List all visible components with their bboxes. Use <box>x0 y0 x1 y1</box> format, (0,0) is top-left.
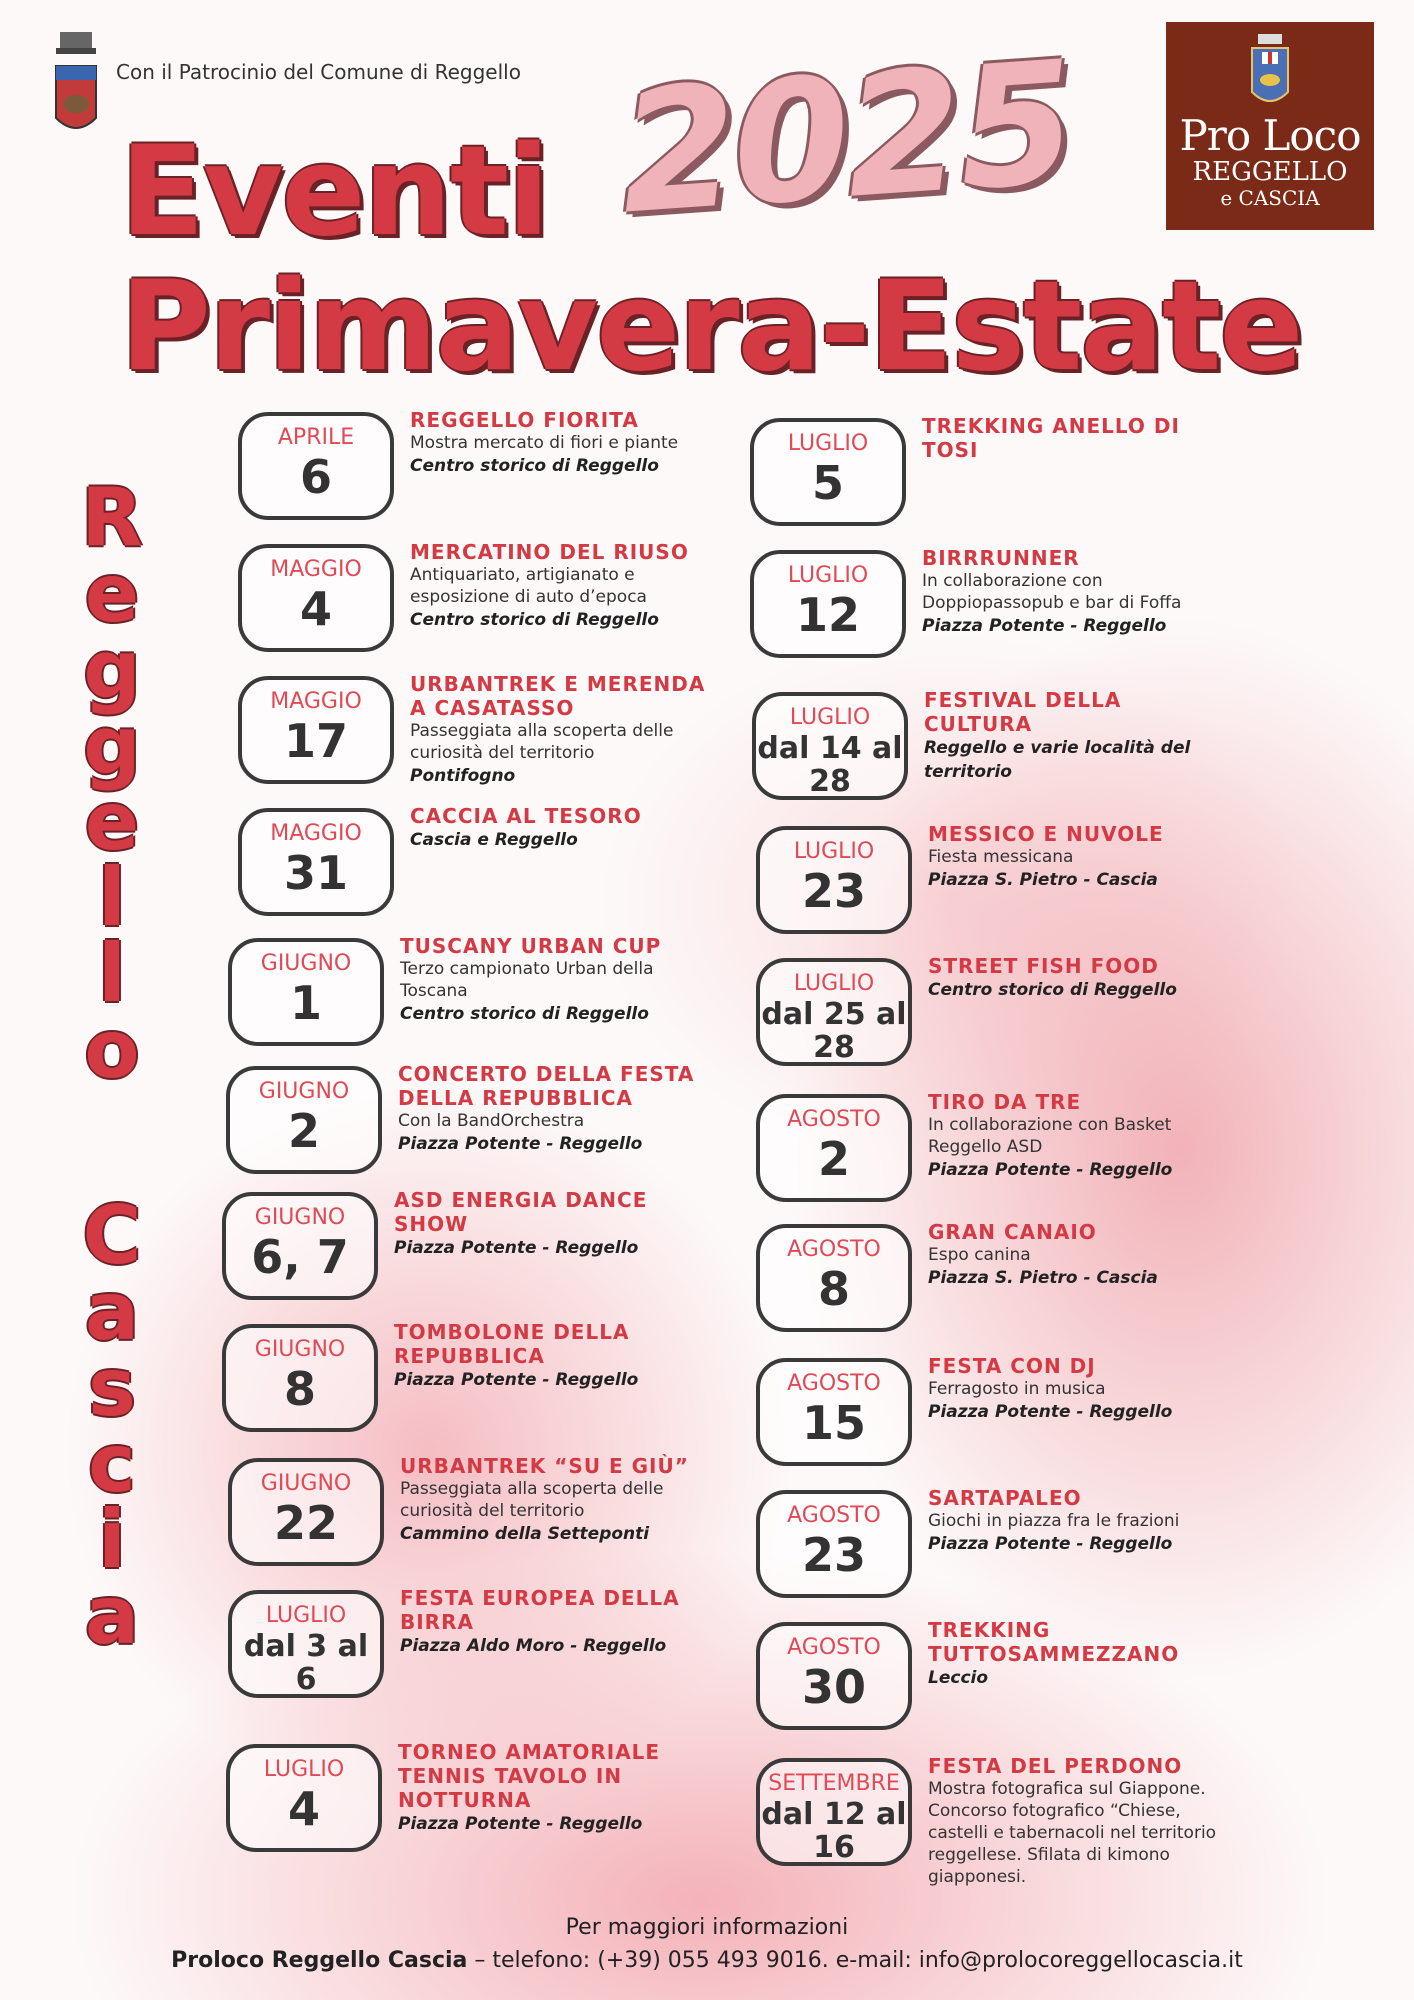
event-place: Piazza Potente - Reggello <box>398 1134 643 1154</box>
event-month: GIUGNO <box>258 1079 350 1104</box>
vertical-letter: l <box>98 851 126 944</box>
event-day: dal 25 al 28 <box>761 997 907 1065</box>
event-title: FESTA DEL PERDONO <box>928 1754 1183 1778</box>
event-place: Piazza S. Pietro - Cascia <box>928 870 1158 890</box>
event-description: Passeggiata alla scoperta delle curiosità del territorio <box>400 1479 664 1521</box>
event-title: GRAN CANAIO <box>928 1220 1097 1244</box>
date-box <box>756 1758 912 1866</box>
event-month: GIUGNO <box>254 1205 346 1230</box>
date-box <box>756 826 912 934</box>
event-description: Passeggiata alla scoperta delle curiosità del territorio <box>410 721 674 763</box>
event-place: Piazza Aldo Moro - Reggello <box>400 1636 667 1656</box>
event-day: 6 <box>299 450 332 504</box>
event-place: Piazza Potente - Reggello <box>394 1370 639 1390</box>
event-day: 1 <box>289 976 322 1030</box>
event-info <box>922 546 1232 638</box>
event-description: Espo canina <box>928 1245 1031 1265</box>
event-month: AGOSTO <box>787 1371 881 1396</box>
date-box <box>228 938 384 1046</box>
event-info <box>400 934 710 1026</box>
vertical-letter: c <box>88 1417 136 1510</box>
event-day: 5 <box>811 456 844 510</box>
event-info <box>928 1220 1238 1290</box>
event-month: MAGGIO <box>270 821 362 846</box>
event-title: SARTAPALEO <box>928 1486 1082 1510</box>
event-day: 15 <box>801 1396 866 1450</box>
event-month: LUGLIO <box>793 839 875 864</box>
event-day: 17 <box>283 714 348 768</box>
date-box <box>238 544 394 652</box>
event-info <box>410 540 720 632</box>
date-box <box>756 1224 912 1332</box>
event-place: Centro storico di Reggello <box>410 610 659 630</box>
event-description: Terzo campionato Urban della Toscana <box>400 959 654 1001</box>
event-month: LUGLIO <box>265 1603 347 1628</box>
patronage-text: Con il Patrocinio del Comune di Reggello <box>116 60 521 84</box>
vertical-letter: R <box>81 471 143 564</box>
event-info <box>928 822 1238 892</box>
event-title: URBANTREK E MERENDA A CASATASSO <box>410 672 706 720</box>
date-box <box>756 1358 912 1466</box>
event-info <box>922 414 1232 462</box>
event-month: LUGLIO <box>787 563 869 588</box>
event-day: 2 <box>817 1132 850 1186</box>
date-box <box>226 1066 382 1174</box>
event-month: LUGLIO <box>787 431 869 456</box>
event-info <box>400 1586 710 1658</box>
date-box <box>228 1590 384 1698</box>
vertical-letter: a <box>85 1569 139 1662</box>
event-title: CONCERTO DELLA FESTA DELLA REPUBBLICA <box>398 1062 695 1110</box>
event-title: TREKKING TUTTOSAMMEZZANO <box>928 1618 1180 1666</box>
event-title: TORNEO AMATORIALE TENNIS TAVOLO IN NOTTURNA <box>398 1740 661 1812</box>
event-place: Cammino della Setteponti <box>400 1524 650 1544</box>
footer-contact-details: – telefono: (+39) 055 493 9016. e-mail: info@prolocoreggellocascia.it <box>467 1948 1243 1973</box>
date-box <box>756 1622 912 1730</box>
event-title: TREKKING ANELLO DI TOSI <box>922 414 1180 462</box>
event-day: 23 <box>801 864 866 918</box>
event-title: CACCIA AL TESORO <box>410 804 642 828</box>
logo-line-2: REGGELLO <box>1192 157 1348 187</box>
event-day: 4 <box>299 582 332 636</box>
event-day: dal 3 al 6 <box>243 1629 369 1697</box>
event-place: Leccio <box>928 1668 989 1688</box>
event-title: TUSCANY URBAN CUP <box>400 934 662 958</box>
event-day: 2 <box>287 1104 320 1158</box>
shield-icon <box>1250 34 1290 110</box>
vertical-letter: o <box>84 1003 140 1096</box>
vertical-title <box>62 471 162 1662</box>
date-box <box>238 808 394 916</box>
year-heading: 2025 <box>613 24 1078 252</box>
event-month: GIUGNO <box>260 1471 352 1496</box>
event-day: dal 12 al 16 <box>761 1797 907 1865</box>
event-day: 30 <box>801 1660 866 1714</box>
vertical-letter: g <box>83 623 141 716</box>
vertical-letter: g <box>83 699 141 792</box>
date-box <box>756 1094 912 1202</box>
date-box <box>756 1490 912 1598</box>
title-line-1: Eventi <box>120 120 548 264</box>
event-title: STREET FISH FOOD <box>928 954 1159 978</box>
event-month: APRILE <box>277 425 355 450</box>
event-day: 12 <box>795 588 860 642</box>
event-info <box>924 688 1234 784</box>
event-title: FESTIVAL DELLA CULTURA <box>924 688 1122 736</box>
event-description: Mostra fotografica sul Giappone. Concorso fotografico “Chiese, castelli e tabernacoli nel territorio reggellese. Sfilata di kimono giapponesi. <box>928 1779 1217 1887</box>
event-month: LUGLIO <box>789 705 871 730</box>
date-box <box>756 958 912 1066</box>
event-day: 8 <box>817 1262 850 1316</box>
title-line-2: Primavera-Estate <box>120 255 1302 399</box>
vertical-letter: s <box>88 1341 136 1434</box>
footer-org: Proloco Reggello Cascia <box>171 1948 468 1973</box>
event-month: SETTEMBRE <box>768 1771 900 1796</box>
date-box <box>228 1458 384 1566</box>
event-description: In collaborazione con Basket Reggello ASD <box>928 1115 1172 1157</box>
event-info <box>928 1754 1238 1888</box>
event-month: AGOSTO <box>787 1635 881 1660</box>
event-month: AGOSTO <box>787 1237 881 1262</box>
logo-line-3: e CASCIA <box>1220 186 1320 210</box>
event-description: Con la BandOrchestra <box>398 1111 585 1131</box>
date-box <box>226 1744 382 1852</box>
event-place: Pontifogno <box>410 766 516 786</box>
date-box <box>752 692 908 800</box>
event-title: MERCATINO DEL RIUSO <box>410 540 689 564</box>
date-box <box>238 676 394 784</box>
logo-line-1: Pro Loco <box>1179 111 1361 160</box>
vertical-letter: a <box>85 1265 139 1358</box>
event-title: FESTA EUROPEA DELLA BIRRA <box>400 1586 680 1634</box>
event-month: GIUGNO <box>260 951 352 976</box>
vertical-letter: l <box>98 927 126 1020</box>
event-title: ASD ENERGIA DANCE SHOW <box>394 1188 648 1236</box>
vertical-letter: e <box>84 775 140 868</box>
event-place: Piazza Potente - Reggello <box>928 1160 1173 1180</box>
event-info <box>410 804 720 852</box>
date-box <box>750 418 906 526</box>
event-info <box>928 1354 1238 1424</box>
event-info <box>928 1090 1238 1182</box>
event-place: Piazza Potente - Reggello <box>928 1402 1173 1422</box>
event-place: Piazza Potente - Reggello <box>922 616 1167 636</box>
date-box <box>750 550 906 658</box>
event-place: Centro storico di Reggello <box>410 456 659 476</box>
event-title: URBANTREK “SU E GIÙ” <box>400 1454 689 1478</box>
event-info <box>410 672 720 788</box>
event-day: dal 14 al 28 <box>757 731 903 799</box>
event-day: 8 <box>283 1362 316 1416</box>
event-info <box>398 1062 708 1156</box>
event-day: 6, 7 <box>251 1230 349 1284</box>
event-place: Piazza S. Pietro - Cascia <box>928 1268 1158 1288</box>
event-title: MESSICO E NUVOLE <box>928 822 1164 846</box>
event-info <box>928 1618 1238 1690</box>
event-month: LUGLIO <box>263 1757 345 1782</box>
footer-info-label: Per maggiori informazioni <box>565 1915 849 1940</box>
event-description: Giochi in piazza fra le frazioni <box>928 1511 1180 1531</box>
event-title: FESTA CON DJ <box>928 1354 1096 1378</box>
event-place: Piazza Potente - Reggello <box>928 1534 1173 1554</box>
event-title: REGGELLO FIORITA <box>410 408 639 432</box>
event-info <box>928 1486 1238 1556</box>
event-info <box>394 1320 704 1392</box>
event-description: Antiquariato, artigianato e esposizione di auto d’epoca <box>410 565 647 607</box>
event-place: Cascia e Reggello <box>410 830 578 850</box>
footer-contact <box>0 1948 1414 1973</box>
vertical-letter: i <box>98 1493 126 1586</box>
event-description: Ferragosto in musica <box>928 1379 1106 1399</box>
event-month: AGOSTO <box>787 1503 881 1528</box>
event-day: 22 <box>273 1496 338 1550</box>
date-box <box>222 1324 378 1432</box>
event-place: Centro storico di Reggello <box>928 980 1177 1000</box>
event-info <box>398 1740 708 1836</box>
event-title: TOMBOLONE DELLA REPUBBLICA <box>394 1320 630 1368</box>
event-title: TIRO DA TRE <box>928 1090 1082 1114</box>
date-box <box>222 1192 378 1300</box>
event-info <box>400 1454 710 1546</box>
event-place: Reggello e varie località del territorio <box>924 738 1191 782</box>
event-month: LUGLIO <box>793 971 875 996</box>
vertical-letter: C <box>82 1189 142 1282</box>
event-description: Mostra mercato di fiori e piante <box>410 433 679 453</box>
proloco-logo <box>1166 22 1374 230</box>
event-day: 4 <box>287 1782 320 1836</box>
event-info <box>928 954 1238 1002</box>
event-title: BIRRRUNNER <box>922 546 1080 570</box>
event-info <box>394 1188 704 1260</box>
event-month: AGOSTO <box>787 1107 881 1132</box>
date-box <box>238 412 394 520</box>
event-month: MAGGIO <box>270 689 362 714</box>
event-info <box>410 408 720 478</box>
municipal-crest-icon <box>50 30 102 140</box>
event-day: 31 <box>283 846 348 900</box>
event-month: GIUGNO <box>254 1337 346 1362</box>
event-place: Piazza Potente - Reggello <box>398 1814 643 1834</box>
vertical-letter: e <box>84 547 140 640</box>
event-description: In collaborazione con Doppiopassopub e bar di Foffa <box>922 571 1182 613</box>
event-place: Piazza Potente - Reggello <box>394 1238 639 1258</box>
event-month: MAGGIO <box>270 557 362 582</box>
event-day: 23 <box>801 1528 866 1582</box>
event-place: Centro storico di Reggello <box>400 1004 649 1024</box>
event-description: Fiesta messicana <box>928 847 1074 867</box>
